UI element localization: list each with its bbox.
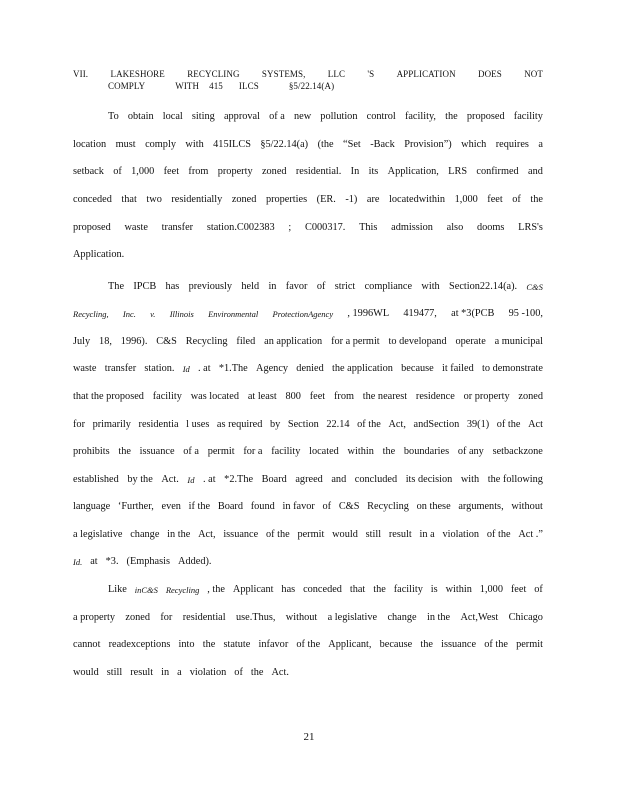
text-word: the [420, 639, 433, 650]
text-word: Board [261, 474, 287, 485]
text-word: zoned [231, 194, 257, 205]
text-word: two [146, 194, 162, 205]
text-line [73, 611, 543, 625]
text-word: Act .” [518, 529, 543, 540]
text-word: 1,000 [479, 584, 503, 595]
text-word: of a [183, 446, 199, 457]
text-word: property [217, 166, 253, 177]
text-word: obtain [127, 111, 154, 122]
text-word: must [115, 139, 136, 150]
text-line [73, 418, 543, 432]
text-word: its decision [405, 474, 453, 485]
text-word: in the [167, 529, 191, 540]
text-word: Inc. [122, 309, 136, 319]
text-word: without [511, 501, 543, 512]
text-word: Added). [178, 556, 212, 567]
text-word: siting [191, 111, 215, 122]
text-word: This [359, 222, 378, 233]
text-word: that the proposed [73, 391, 144, 402]
text-word: Recycling [367, 501, 409, 512]
text-line [73, 138, 543, 152]
text-word: residentia [138, 419, 179, 430]
text-word: cannot [73, 639, 101, 650]
heading-line2-word: §5/22.14(A) [288, 81, 335, 91]
text-word: residentially [171, 194, 223, 205]
text-word: would [332, 529, 358, 540]
text-word: within [445, 584, 472, 595]
text-word: permit [297, 529, 325, 540]
text-word: permit [207, 446, 235, 457]
text-word: 800 [285, 391, 301, 402]
text-word: Act,West [460, 612, 499, 623]
heading-line1-word: SYSTEMS, [261, 69, 306, 79]
heading-line1-word: APPLICATION [396, 69, 456, 79]
text-word: Recycling [185, 336, 228, 347]
text-word: to demonstrate [482, 363, 543, 374]
text-word: waste [124, 222, 148, 233]
text-word: of [534, 584, 543, 595]
heading-line2-word: 415 [209, 81, 223, 91]
text-word: setback [73, 166, 104, 177]
text-word: from [333, 391, 354, 402]
text-word: readexceptions [108, 639, 171, 650]
text-word: change [130, 529, 160, 540]
text-word: Board [217, 501, 244, 512]
text-word: proposed [466, 111, 505, 122]
text-word: -1) [345, 194, 358, 205]
text-word: LRS [448, 166, 468, 177]
text-word: Act. [161, 474, 179, 485]
text-word: residential. [295, 166, 342, 177]
text-word: C000317. [305, 222, 346, 233]
text-word: issuance [441, 639, 477, 650]
text-word: of [234, 667, 243, 678]
text-word: compliance [364, 281, 413, 292]
text-word: facility, [404, 111, 437, 122]
text-word: the application [332, 363, 393, 374]
text-word: Recycling, [73, 309, 109, 319]
text-word: Act. [271, 667, 289, 678]
text-line [73, 193, 543, 207]
text-word: Recycling [165, 585, 200, 595]
text-line [108, 110, 543, 124]
text-word: by the [127, 474, 153, 485]
text-word: arguments, [458, 501, 504, 512]
text-word: July [73, 336, 91, 347]
text-word: infavor [258, 639, 289, 650]
text-word: the [445, 111, 458, 122]
text-word: transfer [161, 222, 194, 233]
text-word: operate [455, 336, 486, 347]
text-word: proposed [73, 222, 111, 233]
text-word: strict [334, 281, 356, 292]
text-word: has [281, 584, 296, 595]
text-word: use.Thus, [235, 612, 276, 623]
heading-line2-word: COMPLY [108, 81, 146, 91]
text-word: within [347, 446, 374, 457]
text-line [73, 221, 543, 235]
text-word: prohibits [73, 446, 110, 457]
text-word: C&S [156, 336, 177, 347]
text-word: 1,000 [454, 194, 478, 205]
text-word: was located [190, 391, 240, 402]
text-word: in [268, 281, 277, 292]
text-word: a [538, 139, 543, 150]
text-word: The [108, 281, 125, 292]
text-word: C&S [338, 501, 360, 512]
text-word: -Back [370, 139, 395, 150]
text-word: , the [207, 584, 225, 595]
text-word: zoned [261, 166, 287, 177]
text-word: facility [271, 446, 301, 457]
text-line [108, 583, 543, 597]
text-line [73, 248, 543, 262]
text-word: would [73, 667, 99, 678]
text-word: the [382, 446, 396, 457]
text-word: the [118, 446, 131, 457]
heading-line1-word: 'S [367, 69, 375, 79]
text-word: of the [296, 639, 321, 650]
text-word: previously [188, 281, 233, 292]
text-word: confirmed [476, 166, 519, 177]
text-word: because [401, 363, 434, 374]
text-word: in the [426, 612, 451, 623]
text-word: of the [265, 529, 290, 540]
text-word: even [161, 501, 181, 512]
text-word: To [108, 111, 119, 122]
text-word: denied [296, 363, 324, 374]
heading-line1-word: DOES [477, 69, 502, 79]
text-word: “Set [343, 139, 361, 150]
text-line [73, 390, 543, 404]
text-word: pollution [320, 111, 358, 122]
text-word: In [350, 166, 360, 177]
text-word: . at [198, 363, 211, 374]
text-word: of the [496, 419, 521, 430]
text-line [73, 638, 543, 652]
text-word: it failed [442, 363, 474, 374]
section-heading [73, 68, 543, 92]
text-word: are [366, 194, 380, 205]
text-word: facility [513, 111, 543, 122]
text-word: on these [416, 501, 451, 512]
text-word: dooms [476, 222, 505, 233]
text-word: setbackzone [492, 446, 543, 457]
text-word: concluded [354, 474, 398, 485]
text-word: Agency [256, 363, 289, 374]
text-word: facility [393, 584, 423, 595]
text-word: ; [288, 222, 292, 233]
text-word: with [421, 281, 440, 292]
text-word: 1,000 [131, 166, 155, 177]
text-word: violation [442, 529, 480, 540]
text-word: result [130, 667, 154, 678]
text-word: with [460, 474, 480, 485]
text-word: in favor [282, 501, 315, 512]
text-word: of the [486, 529, 511, 540]
text-word: . at [203, 474, 216, 485]
text-word: Act, [388, 419, 406, 430]
text-word: zoned [125, 612, 150, 623]
text-word: primarily [92, 419, 131, 430]
text-word: C&S [526, 282, 543, 292]
text-word: for a [243, 446, 263, 457]
text-word: location [73, 139, 107, 150]
text-word: still [106, 667, 123, 678]
text-word: waste [73, 363, 97, 374]
text-word: the nearest [362, 391, 408, 402]
text-word: Id [187, 475, 195, 485]
text-word: language [73, 501, 111, 512]
text-line [73, 500, 543, 514]
text-word: 22.14 [326, 419, 350, 430]
text-word: still [365, 529, 382, 540]
text-line [73, 307, 543, 321]
text-word: that [121, 194, 137, 205]
heading-line1-word: VII. [73, 69, 89, 79]
text-word: from [188, 166, 209, 177]
text-word: (Emphasis [126, 556, 171, 567]
text-word: *2.The [224, 474, 254, 485]
text-word: Like [108, 584, 127, 595]
text-word: station. [144, 363, 175, 374]
text-word: conceded [73, 194, 112, 205]
text-line [73, 335, 543, 349]
text-word: Environmental [208, 309, 259, 319]
text-word: in [161, 667, 170, 678]
text-word: if the [188, 501, 211, 512]
text-word: at *3(PCB [451, 308, 495, 319]
text-word: a legislative [73, 529, 123, 540]
text-word: inC&S [134, 585, 158, 595]
text-word: *1.The [218, 363, 248, 374]
heading-line1-word: RECYCLING [187, 69, 240, 79]
text-word: the following [487, 474, 543, 485]
text-word: permit [516, 639, 543, 650]
section-heading-line-1 [73, 68, 543, 80]
text-word: 18, [99, 336, 112, 347]
text-word: a municipal [494, 336, 543, 347]
text-word: Section [287, 419, 319, 430]
text-word: ProtectionAgency [272, 309, 334, 319]
text-word: of the [484, 639, 508, 650]
text-word: Application, [387, 166, 439, 177]
text-word: 1996). [120, 336, 148, 347]
text-line [73, 362, 543, 376]
heading-line1-word: LAKESHORE [110, 69, 165, 79]
text-word: and [528, 166, 543, 177]
text-line [108, 280, 543, 294]
text-word: of [113, 166, 122, 177]
text-word: andSection [413, 419, 460, 430]
text-word: residence [415, 391, 455, 402]
text-word: of a [269, 111, 285, 122]
text-line [73, 165, 543, 179]
text-word: properties [265, 194, 308, 205]
text-line [73, 473, 543, 487]
text-word: with [185, 139, 204, 150]
text-word: a property [73, 612, 116, 623]
text-word: for [73, 419, 86, 430]
text-word: the [250, 667, 264, 678]
heading-line1-word: NOT [524, 69, 543, 79]
text-word: favor [285, 281, 308, 292]
heading-line1-word: LLC [327, 69, 346, 79]
text-word: filed [236, 336, 256, 347]
text-word: of any [457, 446, 484, 457]
text-word: 95 -100, [508, 308, 543, 319]
text-word: approval [223, 111, 260, 122]
text-word: feet [487, 194, 503, 205]
text-word: Applicant, [328, 639, 372, 650]
text-word: held [241, 281, 260, 292]
heading-line2-word: WITH [175, 81, 200, 91]
text-word: v. [150, 309, 156, 319]
text-word: LRS's [518, 222, 543, 233]
text-word: comply [145, 139, 176, 150]
text-word: also [446, 222, 464, 233]
text-word: agreed [295, 474, 323, 485]
text-word: requires [495, 139, 529, 150]
text-word: the [202, 639, 216, 650]
text-word: found [250, 501, 275, 512]
section-heading-line-2 [73, 80, 543, 92]
text-word: new [294, 111, 312, 122]
text-word: a [177, 667, 182, 678]
text-word: local [162, 111, 183, 122]
text-word: issuance [139, 446, 175, 457]
text-word: control [366, 111, 396, 122]
text-word: Act [528, 419, 543, 430]
text-word: Id. [73, 557, 83, 567]
text-word: result [388, 529, 412, 540]
text-line [73, 555, 543, 569]
text-word: locatedwithin [389, 194, 446, 205]
text-word: *3. [105, 556, 119, 567]
text-word: (the [317, 139, 334, 150]
heading-line2-word: ILCS [238, 81, 259, 91]
text-word: which [461, 139, 487, 150]
text-word: or property [463, 391, 510, 402]
text-word: of [512, 194, 521, 205]
text-word: statute [223, 639, 251, 650]
text-word: the [530, 194, 543, 205]
text-word: in a [419, 529, 435, 540]
text-word: at least [247, 391, 277, 402]
text-word: because [379, 639, 413, 650]
text-word: §5/22.14(a) [260, 139, 309, 150]
text-word: residential [182, 612, 226, 623]
text-word: for a permit [331, 336, 380, 347]
text-word: is [430, 584, 438, 595]
text-word: transfer [104, 363, 137, 374]
text-word: Chicago [508, 612, 543, 623]
text-line [73, 666, 543, 680]
text-word: 39(1) [466, 419, 490, 430]
text-word: feet [163, 166, 180, 177]
text-word: conceded [303, 584, 342, 595]
text-word: feet [510, 584, 527, 595]
page-number: 21 [303, 731, 315, 743]
text-word: and [331, 474, 347, 485]
text-word: Applicant [232, 584, 274, 595]
text-word: as required [216, 419, 263, 430]
text-word: its [368, 166, 379, 177]
text-word: Provision”) [404, 139, 452, 150]
text-word: facility [152, 391, 182, 402]
text-word: Act, [198, 529, 216, 540]
text-word: ‘Further, [117, 501, 154, 512]
text-word: admission [391, 222, 433, 233]
text-word: Section22.14(a). [449, 281, 518, 292]
text-word: an application [264, 336, 323, 347]
text-word: of [316, 281, 326, 292]
text-word: of the [357, 419, 381, 430]
text-word: feet [309, 391, 326, 402]
text-word: boundaries [403, 446, 450, 457]
text-line [73, 528, 543, 542]
text-word: at [90, 556, 98, 567]
text-word: 419477, [403, 308, 437, 319]
text-word: issuance [223, 529, 259, 540]
text-word: into [178, 639, 195, 650]
text-word: has [165, 281, 180, 292]
text-word: violation [189, 667, 227, 678]
text-word: the [373, 584, 386, 595]
text-word: , 1996WL [347, 308, 390, 319]
text-word: to developand [388, 336, 447, 347]
text-word: station.C002383 [206, 222, 275, 233]
text-word: without [285, 612, 318, 623]
text-word: for [160, 612, 173, 623]
text-word: Illinois [169, 309, 194, 319]
text-word: Id [182, 364, 190, 374]
text-word: IPCB [133, 281, 157, 292]
text-word: 415ILCS [213, 139, 251, 150]
text-word: located [309, 446, 339, 457]
text-word: change [387, 612, 417, 623]
text-word: by [269, 419, 281, 430]
text-word: zoned [518, 391, 543, 402]
text-word: a legislative [327, 612, 378, 623]
text-word: (ER. [316, 194, 336, 205]
text-word: Application. [73, 249, 125, 260]
text-word: that [349, 584, 366, 595]
text-word: l uses [186, 419, 210, 430]
text-line [73, 445, 543, 459]
text-word: of [322, 501, 332, 512]
text-word: established [73, 474, 119, 485]
